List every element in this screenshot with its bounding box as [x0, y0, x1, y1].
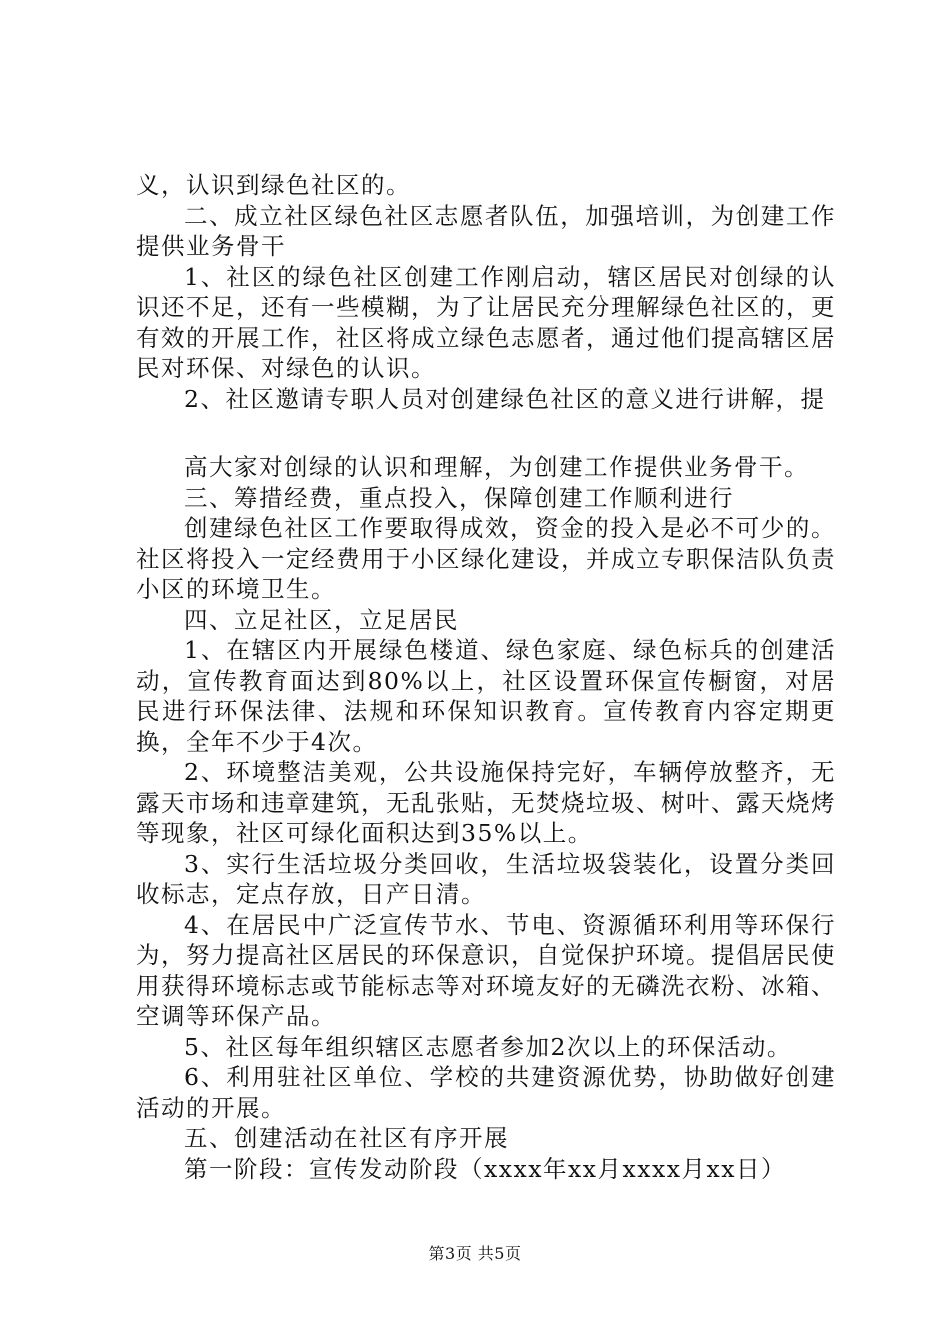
paragraph: 1、在辖区内开展绿色楼道、绿色家庭、绿色标兵的创建活动，宣传教育面达到80%以上，社区设置环保宣传橱窗，对居民进行环保法律、法规和环保知识教育。宣传教育内容定期更换，全年不少于4次。: [136, 636, 836, 756]
paragraph: 3、实行生活垃圾分类回收，生活垃圾袋装化，设置分类回收标志，定点存放，日产日清。: [136, 849, 836, 908]
paragraph: 二、成立社区绿色社区志愿者队伍，加强培训，为创建工作提供业务骨干: [136, 201, 836, 260]
text-block-lower: [136, 452, 836, 1184]
paragraph: 第一阶段：宣传发动阶段（xxxx年xx月xxxx月xx日）: [184, 1154, 787, 1183]
text-block-upper: [136, 170, 836, 414]
paragraph: 6、利用驻社区单位、学校的共建资源优势，协助做好创建活动的开展。: [136, 1063, 836, 1122]
paragraph: 义，认识到绿色社区的。: [136, 171, 411, 199]
paragraph: 2、社区邀请专职人员对创建绿色社区的意义进行讲解，提: [184, 384, 826, 413]
paragraph: 创建绿色社区工作要取得成效，资金的投入是必不可少的。社区将投入一定经费用于小区绿化建设，并成立专职保洁队负责小区的环境卫生。: [136, 514, 836, 603]
paragraph: 1、社区的绿色社区创建工作刚启动，辖区居民对创绿的认识还不足，还有一些模糊，为了让居民充分理解绿色社区的，更有效的开展工作，社区将成立绿色志愿者，通过他们提高辖区居民对环保、对绿色的认识。: [136, 262, 836, 382]
paragraph: 五、创建活动在社区有序开展: [184, 1124, 509, 1152]
paragraph: 5、社区每年组织辖区志愿者参加2次以上的环保活动。: [184, 1032, 792, 1061]
paragraph: 三、筹措经费，重点投入，保障创建工作顺利进行: [184, 483, 734, 512]
paragraph: 4、在居民中广泛宣传节水、节电、资源循环利用等环保行为，努力提高社区居民的环保意识，自觉保护环境。提倡居民使用获得环境标志或节能标志等对环境友好的无磷洗衣粉、冰箱、空调等环保产品。: [136, 910, 836, 1030]
page-footer: 第3页 共5页: [428, 1244, 522, 1263]
paragraph: 2、环境整洁美观，公共设施保持完好，车辆停放整齐，无露天市场和违章建筑，无乱张贴，无焚烧垃圾、树叶、露天烧烤等现象，社区可绿化面积达到35%以上。: [136, 758, 836, 847]
paragraph: 四、立足社区，立足居民: [184, 605, 459, 634]
paragraph: 高大家对创绿的认识和理解，为创建工作提供业务骨干。: [184, 453, 809, 481]
